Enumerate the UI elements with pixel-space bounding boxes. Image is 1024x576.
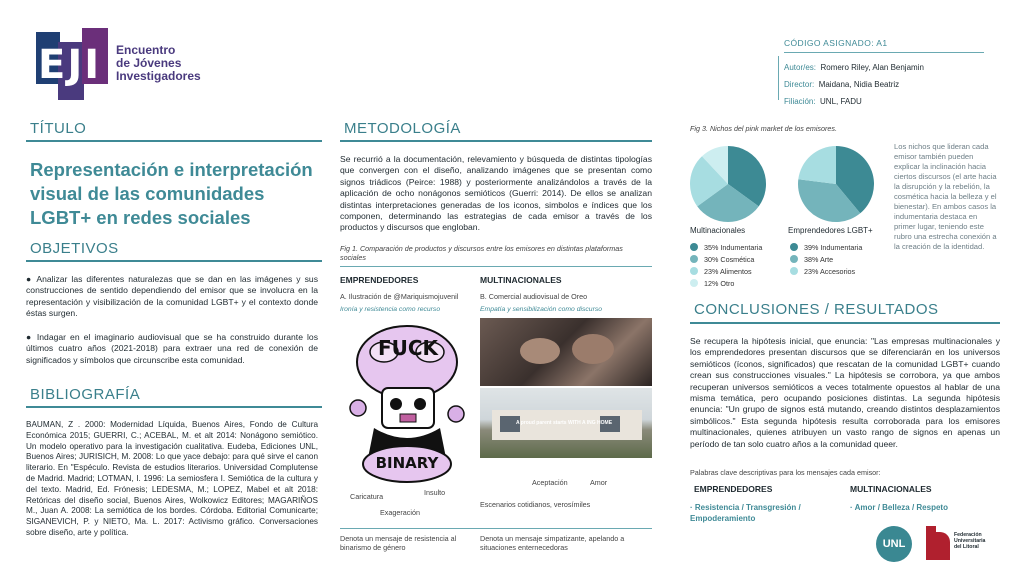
legend-item [790,253,862,265]
legend-item [690,265,762,277]
still-caption: A proud parent starts WITH A ING HOME [515,420,613,426]
event-name [116,44,201,83]
legend-item [790,241,862,253]
legend-label: 30% Cosmética [704,254,755,264]
metodologia-rule [340,140,652,142]
legend-swatch [690,243,698,251]
kw-col1-title: EMPRENDEDORES [694,484,773,494]
legend-item [790,265,862,277]
legend-emprendedores [790,241,862,277]
legend-label: 38% Arte [804,254,834,264]
label-exageracion: Exageración [380,508,420,517]
metodologia-heading: METODOLOGÍA [344,120,461,137]
photo-still-1 [480,318,652,386]
denota-rule [340,528,652,529]
director-value: Maidana, Nidia Beatriz [818,80,900,89]
kw-col2-title: MULTINACIONALES [850,484,932,494]
objetivos-rule [26,260,322,262]
col2-sub: B. Comercial audiovisual de Oreo [480,292,588,301]
objetivos-heading: OBJETIVOS [30,240,119,257]
legend-swatch [790,255,798,263]
filiation-label: Filiación: [784,97,816,106]
fadu-line: del Litoral [954,544,979,550]
legend-label: 23% Alimentos [704,266,752,276]
unl-logo-text: UNL [882,538,906,550]
col1-note: Ironía y resistencia como recurso [340,306,441,313]
titulo-heading: TÍTULO [30,120,87,137]
col1-title: EMPRENDEDORES [340,275,419,285]
unl-logo [876,526,912,562]
label-aceptacion: Aceptación [532,478,568,487]
label-amor: Amor [590,478,608,487]
label-insulto: Insulto [424,488,446,497]
denota-1: Denota un mensaje de resistencia al binarismo de género [340,534,457,553]
photo-still-2 [480,388,652,458]
eji-logo [36,28,110,100]
metodologia-text: Se recurrió a la documentación, relevamiento y búsqueda de distintas tipologías que convergen con el diseño, analizando imágenes que se presentan como signos triádicos (Peirce: 1988) y posteriormente analizándolos a través de la aplicación de ocho nonágonos semióticos (Guerri: 2014). De ellos se analizan distintas interpretaciones generadas de los iconos, simbolos e índices que los componen, determinando las estrategias de cada emisor a través de los productos y discursos que engloban. [340,154,652,233]
objetivo-2: ● Indagar en el imaginario audiovisual que se ha construido durante los últimos cuatro años (2021-2018) para extraer una red de conexión de significados y símbolos que circunscribe esta comunidad. [26,332,318,365]
legend-label: 35% Indumentaria [704,242,763,252]
authors-label: Autor/es: [784,63,817,72]
pie-label-multinacionales: Multinacionales [690,226,746,235]
bibliografia-text: BAUMAN, Z . 2000: Modernidad Líquida, Buenos Aires, Fondo de Cultura Económica 2015; GUERRI, C.; ACEBAL, M. et alt 2014: Nonágono semiótico. Un modelo operativo para la investigación cualitativa. Eudeba, Ediciones UNL, Buenos Aires; JURISICH, M. 2008: Lo que yace debajo: para qué sirve el canon literario. En "Espéculo. Revista de estudios literarios. Universidad Complutense de Madrid. Madrid; LOTMAN, I. 1996: La semiosfera I. Semiótica de la cultura y del texto. Madrid, Ed. Frónesis; LEDESMA, M.; LOPEZ, Mabel et alt 2018: Retóricas del diseño social, Buenos Aires, Wolkowicz Editores; MAGARIÑOS M., Juan A. 2008: La semiótica de los bordes. Córdoba. Editorial Comunicarte; SIGANEVICH, P. y NIETO, Ma. L. 2017: Activismo gráfico. Conversaciones sobre diseño, arte y política. [26,420,318,537]
legend-multinacionales [690,241,762,289]
event-line: Investigadores [116,69,201,83]
conclusiones-heading: CONCLUSIONES / RESULTADOS [694,301,939,318]
legend-swatch [690,267,698,275]
legend-item [690,277,762,289]
authors-value: Romero Riley, Alan Benjamin [820,63,924,72]
fig1-rule [340,266,652,267]
legend-swatch [690,255,698,263]
fig3-caption: Fig 3. Nichos del pink market de los emisores. [690,124,838,133]
fig1-caption: Fig 1. Comparación de productos y discursos entre los emisores en distintas plataformas sociales [340,244,623,263]
legend-label: 23% Accesorios [804,266,856,276]
illus-word-bottom: BINARY [375,454,439,472]
fadu-logo [926,524,996,564]
director-label: Director: [784,80,815,89]
label-caricatura: Caricatura [350,492,384,501]
legend-swatch [790,267,798,275]
event-line: Encuentro [116,43,176,57]
bibliografia-rule [26,406,322,408]
filiation-value: UNL, FADU [820,97,862,106]
col2-note: Empatía y sensibilización como discurso [480,306,603,313]
pie-chart-multinacionales [688,144,768,229]
legend-item [690,253,762,265]
fig3-side-text: Los nichos que lideran cada emisor también pueden explicar la inclinación hacia ciertos discursos (el arte hacia la disrupción y la rebelión, la cosmética hacia la belleza y el bienestar). En ambos casos la indumentaria destaca en primer lugar, teniendo este rubro una estrecha conexión a la creación de la identidad. [894,142,997,251]
keywords-caption: Palabras clave descriptivas para los mensajes cada emisor: [690,468,881,477]
legend-label: 39% Indumentaria [804,242,863,252]
conclusiones-text: Se recupera la hipótesis inicial, que enuncia: "Las empresas multinacionales y los emprendedores presentan discursos que se diferenciarán en los universos semióticos (íconos, significados) que rescatan de la comunidad LGBT+ cuando crean sus construcciones visuales." La hipótesis se corrobora, ya que ambos recuperan universos semióticos a veces totalmente opuestos al hablar de una misma temática, pero ocupando posiciones distintas. La segunda hipótesis enuncia: "Un grupo de signos está mutando, creando distintos desplazamientos simbólicos." Esta segunda hipótesis resulta corroborada para los emisores multinacionales, quienes atribuyen un vasto rango de signos en apenas un período de tan solo cuatro años a la comunidad queer. [690,336,1000,449]
fadu-line: Universitaria [954,538,986,544]
title-line: Representación e interpretación [30,159,313,180]
titulo-rule [26,140,322,142]
legend-swatch [790,243,798,251]
bibliografia-heading: BIBLIOGRAFÍA [30,386,141,403]
pie-chart-emprendedores [796,144,876,229]
label-escenarios: Escenarios cotidianos, verosímiles [480,500,591,509]
col2-title: MULTINACIONALES [480,275,562,285]
header-divider [784,52,984,53]
legend-item [690,241,762,253]
kw-col2-text: · Amor / Belleza / Respeto [850,503,948,512]
poster-title [30,158,313,230]
denota-2: Denota un mensaje simpatizante, apelando a situaciones enternecedoras [480,534,625,553]
legend-label: 12% Otro [704,278,735,288]
kw-col1-text: · Resistencia / Transgresión / Empoderamiento [690,503,801,523]
col1-sub: A. Ilustración de @Mariquismojuvenil [340,292,459,301]
objetivo-1: ● Analizar las diferentes naturalezas que se dan en las imágenes y sus construcciones de sentido dependiendo del emisor que se involucra en la representación y visibilización de la comunidad LGBT+ y el contexto donde éstas surgen. [26,274,318,319]
header-info [784,58,924,109]
logo-letters: EJI [38,42,102,88]
title-line: LGBT+ en redes sociales [30,207,251,228]
illus-word-top: FUCK [377,336,439,360]
illustration-fuck-binary [344,318,470,490]
title-line: visual de las comunidades [30,183,265,204]
legend-swatch [690,279,698,287]
conclusiones-rule [690,322,1000,324]
assigned-code: CÓDIGO ASIGNADO: A1 [784,38,888,48]
fadu-line: Federación [954,532,982,538]
pie-slice-accesorios [798,146,836,184]
header-vertical-rule [778,56,779,100]
event-line: de Jóvenes [116,56,182,70]
pie-label-emprendedores: Emprendedores LGBT+ [788,226,873,235]
